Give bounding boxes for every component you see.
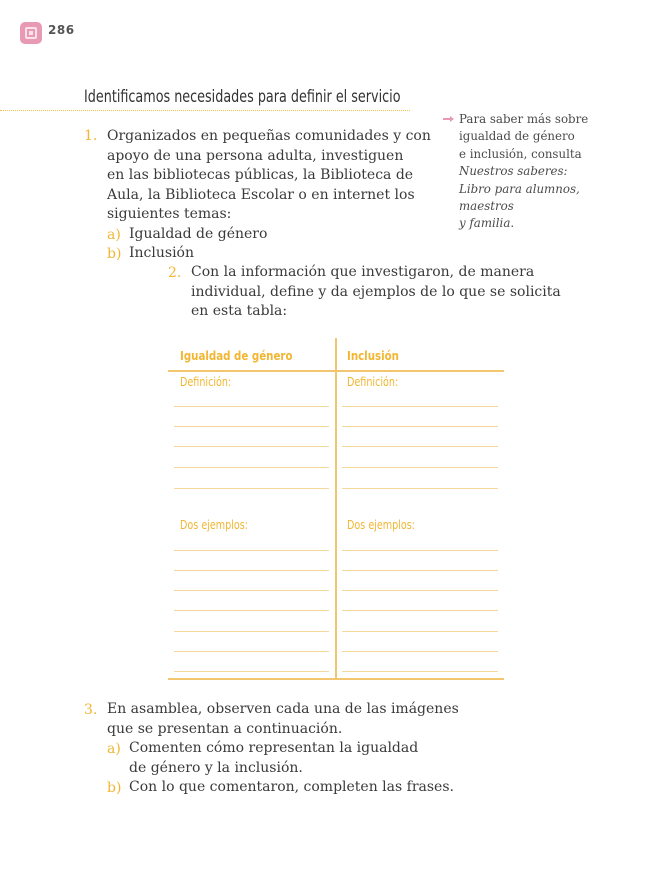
- item1b-text: Inclusión: [129, 245, 194, 261]
- examples-label-left: Dos ejemplos:: [180, 518, 249, 532]
- item1a-letter: a): [107, 227, 121, 243]
- pointer-hand-icon: [443, 115, 455, 123]
- writing-line[interactable]: [174, 446, 329, 447]
- writing-line[interactable]: [174, 671, 329, 672]
- section-title: Identificamos necesidades para definir el servicio: [84, 87, 401, 106]
- writing-line[interactable]: [342, 446, 498, 447]
- writing-line[interactable]: [342, 406, 498, 407]
- item1-line: en las bibliotecas públicas, la Biblioteca de: [107, 167, 414, 183]
- definition-label-left: Definición:: [180, 375, 232, 389]
- writing-line[interactable]: [342, 651, 498, 652]
- item3-number: 3.: [84, 702, 98, 718]
- sidebar-line: Para saber más sobre: [459, 112, 589, 126]
- item3a-line: Comenten cómo representan la igualdad: [129, 740, 419, 756]
- item1-line: Aula, la Biblioteca Escolar o en internet los: [107, 187, 415, 203]
- column-header-inclusion: Inclusión: [347, 348, 399, 363]
- writing-line[interactable]: [174, 651, 329, 652]
- writing-line[interactable]: [174, 550, 329, 551]
- sidebar-line: igualdad de género: [459, 129, 575, 144]
- writing-line[interactable]: [174, 610, 329, 611]
- item2-number: 2.: [168, 265, 182, 281]
- writing-line[interactable]: [342, 550, 498, 551]
- item3a-letter: a): [107, 741, 121, 757]
- sidebar-line: e inclusión, consulta: [459, 146, 582, 161]
- item3-line: En asamblea, observen cada una de las imágenes: [107, 701, 459, 717]
- item1a-text: Igualdad de género: [129, 226, 268, 242]
- title-dotted-rule: [0, 110, 410, 111]
- writing-line[interactable]: [342, 467, 498, 468]
- item1-line: siguientes temas:: [107, 206, 232, 222]
- column-header-gender-equality: Igualdad de género: [180, 348, 293, 363]
- item2-line: individual, define y da ejemplos de lo que se solicita: [191, 284, 561, 300]
- table-header-rule: [168, 370, 504, 372]
- item3b-letter: b): [107, 780, 122, 796]
- item3a-line: de género y la inclusión.: [129, 760, 303, 776]
- sidebar-period: .: [510, 216, 515, 231]
- item1-number: 1.: [84, 128, 98, 144]
- page-badge-icon: [20, 22, 42, 44]
- sidebar-italic-line: Nuestros saberes:: [459, 164, 568, 179]
- writing-line[interactable]: [342, 631, 498, 632]
- definitions-table: [168, 338, 504, 680]
- sidebar-italic-line: maestros: [459, 199, 514, 214]
- sidebar-italic-line: Libro para alumnos,: [459, 181, 580, 196]
- item3-line: que se presentan a continuación.: [107, 721, 343, 737]
- writing-line[interactable]: [174, 426, 329, 427]
- definition-label-right: Definición:: [347, 375, 399, 389]
- writing-line[interactable]: [174, 631, 329, 632]
- item1b-letter: b): [107, 246, 122, 262]
- item2-line: Con la información que investigaron, de manera: [191, 264, 535, 280]
- writing-line[interactable]: [174, 406, 329, 407]
- sidebar-italic-line: y familia: [459, 216, 511, 231]
- writing-line[interactable]: [174, 570, 329, 571]
- writing-line[interactable]: [342, 590, 498, 591]
- table-bottom-rule: [168, 678, 504, 680]
- writing-line[interactable]: [342, 570, 498, 571]
- item2-line: en esta tabla:: [191, 303, 288, 319]
- item1-line: apoyo de una persona adulta, investiguen: [107, 148, 404, 164]
- writing-line[interactable]: [342, 610, 498, 611]
- writing-line[interactable]: [342, 488, 498, 489]
- writing-line[interactable]: [342, 671, 498, 672]
- page-number: 286: [48, 23, 75, 37]
- examples-label-right: Dos ejemplos:: [347, 518, 416, 532]
- writing-line[interactable]: [174, 590, 329, 591]
- writing-line[interactable]: [342, 426, 498, 427]
- writing-line[interactable]: [174, 488, 329, 489]
- item1-line: Organizados en pequeñas comunidades y con: [107, 128, 431, 144]
- table-divider: [335, 338, 337, 678]
- sidebar-note: [459, 111, 588, 233]
- item3b-line: Con lo que comentaron, completen las frases.: [129, 779, 454, 795]
- writing-line[interactable]: [174, 467, 329, 468]
